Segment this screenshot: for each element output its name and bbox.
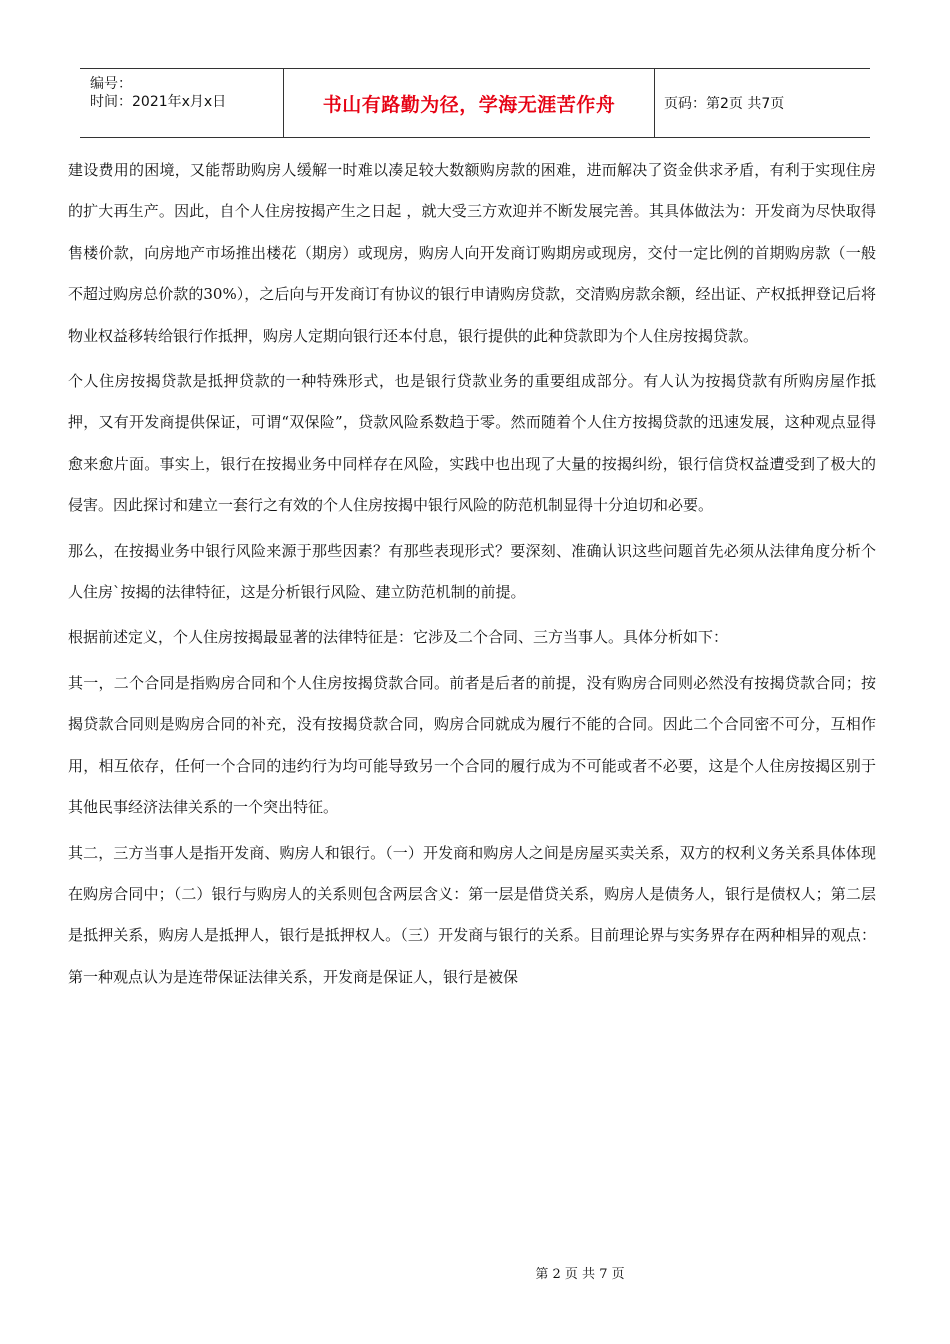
document-date-label: 时间：2021年x月x日 bbox=[90, 94, 227, 110]
paragraph: 其二，三方当事人是指开发商、购房人和银行。（一）开发商和购房人之间是房屋买卖关系，双方的权利义务关系具体体现在购房合同中；（二）银行与购房人的关系则包含两层含义：第一层是借贷关系，购房人是债务人，银行是债权人；第二层是抵押关系，购房人是抵押人，银行是抵押权人。（三）开发商与银行的关系。目前理论界与实务界存在两种相异的观点：第一种观点认为是连带保证法律关系，开发商是保证人，银行是被保 bbox=[68, 843, 876, 986]
header-motto: 书山有路勤为径，学海无涯苦作舟 bbox=[322, 93, 616, 116]
document-header bbox=[80, 68, 870, 138]
paragraph: 其一，二个合同是指购房合同和个人住房按揭贷款合同。前者是后者的前提，没有购房合同则必然没有按揭贷款合同；按揭贷款合同则是购房合同的补充，没有按揭贷款合同，购房合同就成为履行不能的合同。因此二个合同密不可分，互相作用，相互依存，任何一个合同的违约行为均可能导致另一个合同的履行成为不可能或者不必要，这是个人住房按揭区别于其他民事经济法律关系的一个突出特征。 bbox=[68, 673, 876, 817]
header-motto-cell bbox=[283, 69, 655, 137]
document-body bbox=[68, 150, 876, 1002]
paragraph: 那么，在按揭业务中银行风险来源于那些因素？有那些表现形式？要深刻、准确认识这些问题首先必须从法律角度分析个人住房`按揭的法律特征，这是分析银行风险、建立防范机制的前提。 bbox=[68, 541, 876, 602]
paragraph: 根据前述定义，个人住房按揭最显著的法律特征是：它涉及二个合同、三方当事人。具体分析如下： bbox=[68, 628, 729, 647]
header-page-number: 页码：第2页 共7页 bbox=[664, 96, 785, 112]
header-page-cell bbox=[654, 69, 870, 137]
paragraph: 个人住房按揭贷款是抵押贷款的一种特殊形式，也是银行贷款业务的重要组成部分。有人认为按揭贷款有所购房屋作抵押，又有开发商提供保证，可谓“双保险”，贷款风险系数趋于零。然而随着个人住方按揭贷款的迅速发展，这种观点显得愈来愈片面。事实上，银行在按揭业务中同样存在风险，实践中也出现了大量的按揭纠纷，银行信贷权益遭受到了极大的侵害。因此探讨和建立一套行之有效的个人住房按揭中银行风险的防范机制显得十分迫切和必要。 bbox=[68, 372, 876, 515]
document-number-label: 编号： bbox=[90, 76, 132, 92]
page-footer bbox=[0, 1263, 950, 1282]
footer-page-number: 第 2 页 共 7 页 bbox=[535, 1267, 625, 1282]
paragraph: 建设费用的困境，又能帮助购房人缓解一时难以凑足较大数额购房款的困难，进而解决了资金供求矛盾，有利于实现住房的扩大再生产。因此，自个人住房按揭产生之日起 ，就大受三方欢迎并不断发展完善。其具体做法为：开发商为尽快取得售楼价款，向房地产市场推出楼花（期房）或现房，购房人向开发商订购期房或现房，交付一定比例的首期购房款（一般不超过购房总价款的30%），之后向与开发商订有协议的银行申请购房贷款，交清购房款余额，经出证、产权抵押登记后将物业权益移转给银行作抵押，购房人定期向银行还本付息，银行提供的此种贷款即为个人住房按揭贷款。 bbox=[68, 161, 876, 345]
header-left-cell bbox=[80, 69, 283, 137]
